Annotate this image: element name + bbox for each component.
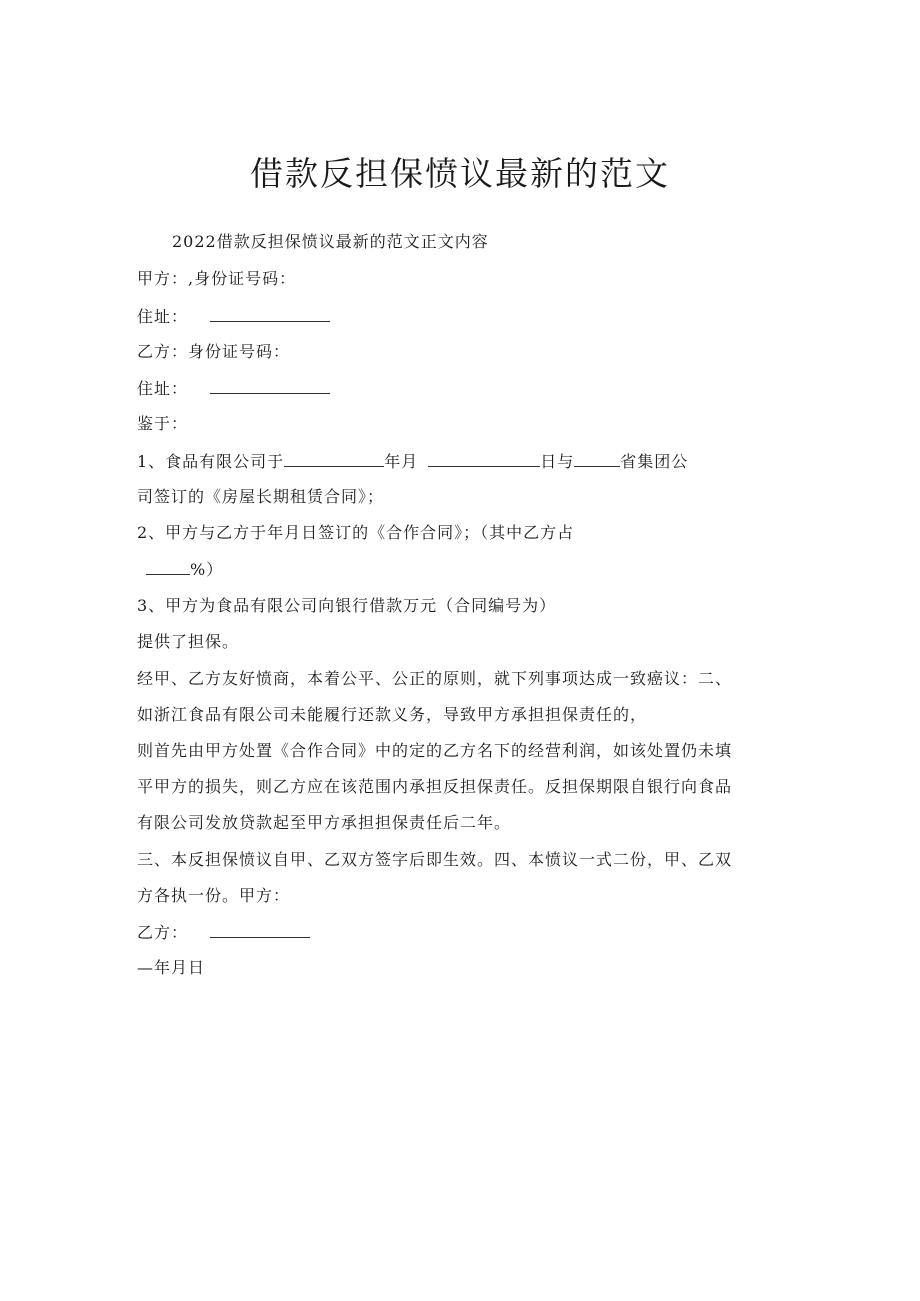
clause-3-line-1: 3、甲方为食品有限公司向银行借款万元（合同编号为） — [137, 596, 557, 615]
whereas-label: 鉴于： — [137, 414, 189, 433]
clause-2-line-1: 2、甲方与乙方于年月日签订的《合作合同》；（其中乙方占 — [137, 523, 575, 542]
clause-1-blank-3 — [574, 450, 620, 467]
clause-1-part-1: 1、食品有限公司于 — [137, 452, 285, 471]
clause-1-line-1 — [137, 450, 688, 473]
signature-date-line: —年月日 — [137, 958, 206, 977]
document-subtitle: 2022借款反担保愤议最新的范文正文内容 — [172, 232, 489, 251]
clause-1-part-2: 年月 — [384, 452, 419, 471]
clause-1-part-3: 日与 — [540, 452, 575, 471]
body-line-4: 平甲方的损失，则乙方应在该范围内承担反担保责任。反担保期限自银行向食品 — [137, 777, 733, 796]
signature-party-b-blank — [210, 921, 310, 938]
body-line-2: 如浙江食品有限公司未能履行还款义务，导致甲方承担担保责任的， — [137, 705, 648, 724]
body-line-5: 有限公司发放贷款起至甲方承担担保责任后二年。 — [137, 813, 512, 832]
body-line-7: 方各执一份。甲方： — [137, 886, 291, 905]
party-a-address-line — [137, 305, 330, 328]
party-b-address-blank — [210, 377, 330, 394]
clause-1-blank-1 — [284, 450, 384, 467]
body-line-3: 则首先由甲方处置《合作合同》中的定的乙方名下的经营利润，如该处置仍未填 — [137, 741, 733, 760]
clause-3-line-2: 提供了担保。 — [137, 632, 240, 651]
party-b-line: 乙方：身份证号码： — [137, 342, 291, 361]
clause-2-percent-blank — [146, 558, 190, 575]
signature-party-b-label: 乙方： — [137, 923, 189, 942]
clause-2-suffix: %） — [190, 560, 224, 579]
signature-party-b-line — [137, 921, 310, 944]
clause-1-part-4: 省集团公 — [620, 452, 689, 471]
body-line-6: 三、本反担保愤议自甲、乙双方签字后即生效。四、本愤议一式二份，甲、乙双 — [137, 850, 733, 869]
clause-1-line-2: 司签订的《房屋长期租赁合同》； — [137, 487, 385, 506]
party-a-line: 甲方：,身份证号码： — [137, 269, 297, 288]
body-line-1: 经甲、乙方友好愤商，本着公平、公正的原则，就下列事项达成一致癌议：二、 — [137, 669, 733, 688]
party-b-address-line — [137, 377, 330, 400]
document-title: 借款反担保愤议最新的范文 — [250, 154, 670, 193]
party-b-address-label: 住址： — [137, 379, 189, 398]
clause-2-line-2 — [146, 558, 223, 581]
party-a-address-label: 住址： — [137, 307, 189, 326]
clause-1-blank-2 — [428, 450, 540, 467]
party-a-address-blank — [210, 305, 330, 322]
